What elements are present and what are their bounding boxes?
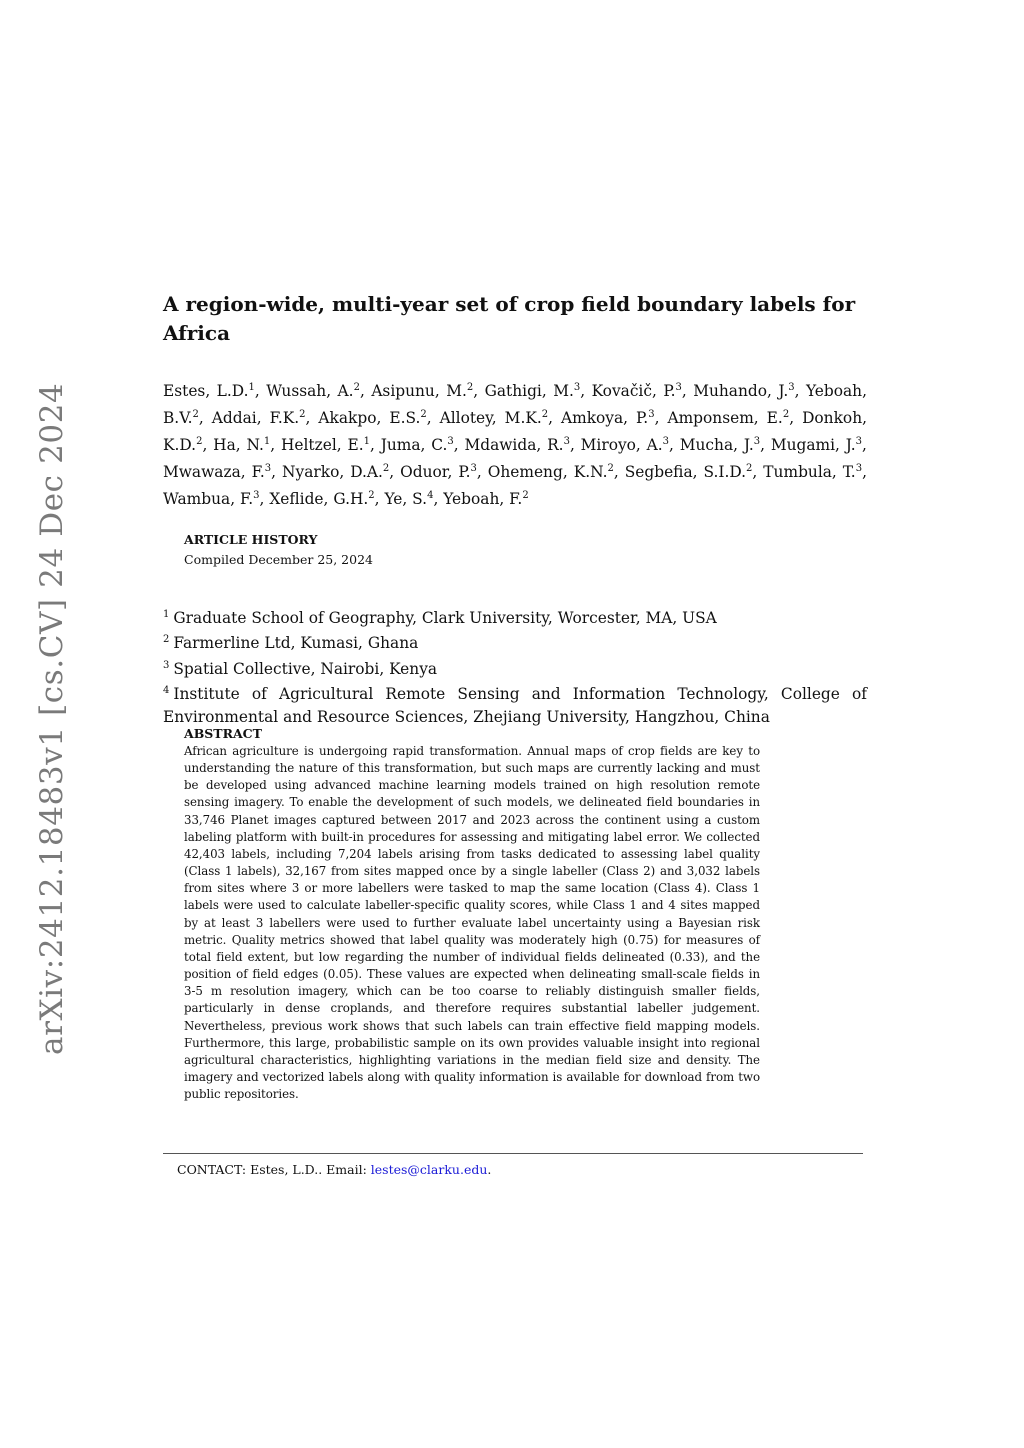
author-affiliation-marker: 3 [264, 463, 272, 474]
author-affiliation-marker: 2 [607, 463, 614, 474]
abstract-section [184, 725, 760, 1103]
affiliations-list [163, 604, 867, 728]
author-name: Muhando, J. [693, 382, 789, 400]
author-name: Segbefia, S.I.D. [624, 463, 747, 481]
author-name: Heltzel, E. [280, 436, 364, 454]
footnote-divider [163, 1153, 863, 1154]
compiled-date: Compiled December 25, 2024 [184, 552, 373, 567]
author-name: Mdawida, R. [464, 436, 564, 454]
affiliation-1 [163, 604, 867, 629]
author-name: Mwawaza, F. [163, 463, 265, 481]
author-affiliation-marker: 2 [746, 463, 753, 474]
author-name: Amkoya, P. [561, 409, 649, 427]
abstract-heading: ABSTRACT [184, 726, 262, 741]
author-name: Wambua, F. [163, 490, 254, 508]
author-affiliation-marker: 3 [662, 436, 670, 447]
author-affiliation-marker: 3 [855, 463, 863, 474]
author-affiliation-marker: 1 [248, 382, 255, 393]
author-name: Yeboah, F. [443, 490, 523, 508]
affiliation-3 [163, 655, 867, 680]
affiliation-text: Graduate School of Geography, Clark University, Worcester, MA, USA [173, 609, 717, 627]
contact-footnote [177, 1161, 491, 1179]
author-affiliation-marker: 2 [420, 409, 427, 420]
contact-suffix: . [487, 1162, 492, 1177]
affiliation-number: 4 [163, 685, 170, 697]
author-name: Ohemeng, K.N. [487, 463, 608, 481]
affiliation-2 [163, 629, 867, 654]
author-affiliation-marker: 3 [573, 382, 581, 393]
article-history-heading: ARTICLE HISTORY [184, 532, 318, 547]
contact-email-link[interactable]: lestes@clarku.edu [370, 1162, 488, 1177]
author-name: Mugami, J. [770, 436, 856, 454]
paper-title: A region-wide, multi-year set of crop field boundary labels for Africa [163, 292, 856, 345]
author-name: Nyarko, D.A. [282, 463, 383, 481]
affiliation-number: 2 [163, 634, 170, 646]
author-affiliation-marker: 2 [782, 409, 790, 420]
author-affiliation-marker: 2 [192, 409, 199, 420]
author-name: Asipunu, M. [371, 382, 467, 400]
author-affiliation-marker: 3 [753, 436, 761, 447]
author-affiliation-marker: 1 [263, 436, 271, 447]
author-name: Akakpo, E.S. [318, 409, 421, 427]
author-affiliation-marker: 2 [196, 436, 203, 447]
author-name: Addai, F.K. [211, 409, 300, 427]
author-affiliation-marker: 3 [788, 382, 795, 393]
author-affiliation-marker: 3 [648, 409, 655, 420]
author-name: Juma, C. [380, 436, 448, 454]
author-name: Tumbula, T. [763, 463, 856, 481]
author-name: Estes, L.D. [163, 382, 249, 400]
author-affiliation-marker: 1 [363, 436, 370, 447]
author-affiliation-marker: 2 [541, 409, 549, 420]
author-name: Mucha, J. [679, 436, 754, 454]
author-list: Estes, L.D.$^1$, Wussah, A.$^2$, Asipunu, M.$^2$, Gathigi, M.$^3$, Kovačič, P.$^3$, Muhando, J.$^3$, Yeboah, B.V.$^2$, Addai, F.K.$^2$, Akakpo, E.S.$^2$, Allotey, M.K.$^2$, Amkoya, P.$^3$, Amponsem, E.$^2$, Donkoh, K.D.$^2$, Ha, N.$^1$, Heltzel, E.$^1$, Juma, C.$^3$, Mdawida, R.$^3$, Miroyo, A.$^3$, Mucha, J.$^3$, Mugami, J.$^3$, Mwawaza, F.$^3$, Nyarko, D.A.$^2$, Oduor, P.$^3$, Ohemeng, K.N.$^2$, Segbefia, S.I.D.$^2$, Tumbula, T.$^3$, Wambua, F.$^3$, Xeflide, G.H.$^2$, Ye, S.$^4$, Yeboah, F.$^2$ [163, 382, 867, 508]
author-name: Oduor, P. [400, 463, 471, 481]
affiliation-number: 1 [163, 609, 170, 620]
author-affiliation-marker: 2 [382, 463, 390, 474]
contact-prefix: CONTACT: Estes, L.D.. Email: [177, 1162, 371, 1177]
author-affiliation-marker: 2 [299, 409, 306, 420]
author-affiliation-marker: 3 [563, 436, 570, 447]
affiliation-4 [163, 680, 867, 728]
author-affiliation-marker: 2 [353, 382, 360, 393]
affiliation-text: Farmerline Ltd, Kumasi, Ghana [173, 634, 419, 653]
article-history [184, 531, 373, 569]
author-name: Gathigi, M. [484, 382, 574, 400]
author-name: Miroyo, A. [580, 436, 663, 454]
affiliation-text: Institute of Agricultural Remote Sensing and Information Technology, College of Environmental and Resource Sciences, Zhejiang University, Hangzhou, China [163, 685, 867, 726]
author-name: Xeflide, G.H. [269, 490, 369, 508]
affiliation-number: 3 [163, 659, 170, 671]
author-affiliation-marker: 3 [855, 436, 863, 447]
author-name: Yeboah, B.V. [163, 382, 867, 427]
author-name: Kovačič, P. [591, 382, 676, 400]
affiliation-text: Spatial Collective, Nairobi, Kenya [173, 659, 438, 678]
author-affiliation-marker: 3 [253, 490, 260, 501]
author-name: Donkoh, K.D. [163, 409, 867, 454]
author-affiliation-marker: 3 [447, 436, 454, 447]
author-affiliation-marker: 2 [466, 382, 474, 393]
arxiv-identifier-stamp: arXiv:2412.18483v1 [cs.CV] 24 Dec 2024 [34, 382, 70, 1055]
author-name: Ye, S. [384, 490, 428, 508]
abstract-body: African agriculture is undergoing rapid transformation. Annual maps of crop fields are key to understanding the nature of this transformation, but such maps are currently lacking and must be developed using advanced machine learning models trained on high resolution remote sensing imagery. To enable the development of such models, we delineated field boundaries in 33,746 Planet images captured between 2017 and 2023 across the continent using a custom labeling platform with built-in procedures for assessing and mitigating label error. We collected 42,403 labels, including 7,204 labels arising from tasks dedicated to assessing label quality (Class 1 labels), 32,167 from sites mapped once by a single labeller (Class 2) and 3,032 labels from sites where 3 or more labellers were tasked to map the same location (Class 4). Class 1 labels were used to calculate labeller-specific quality scores, while Class 1 and 4 sites mapped by at least 3 labellers were used to further evaluate label uncertainty using a Bayesian risk metric. Quality metrics showed that label quality was moderately high (0.75) for measures of total field extent, but low regarding the number of individual fields delineated (0.33), and the position of field edges (0.05). These values are expected when delineating small-scale fields in 3-5 m resolution imagery, which can be too coarse to reliably distinguish smaller fields, particularly in dense croplands, and therefore requires substantial labeller judgement. Nevertheless, previous work shows that such labels can train effective field mapping models. Furthermore, this large, probabilistic sample on its own provides valuable insight into regional agricultural characteristics, highlighting variations in the median field size and density. The imagery and vectorized labels along with quality information is available for download from two public repositories. [184, 744, 760, 1102]
author-name: Wussah, A. [266, 382, 354, 400]
author-name: Allotey, M.K. [439, 409, 542, 427]
author-affiliation-marker: 2 [522, 490, 529, 501]
author-affiliation-marker: 4 [427, 490, 434, 501]
author-affiliation-marker: 3 [675, 382, 682, 393]
author-name: Amponsem, E. [667, 409, 783, 427]
author-affiliation-marker: 2 [368, 490, 375, 501]
author-affiliation-marker: 3 [470, 463, 477, 474]
author-name: Ha, N. [213, 436, 264, 454]
